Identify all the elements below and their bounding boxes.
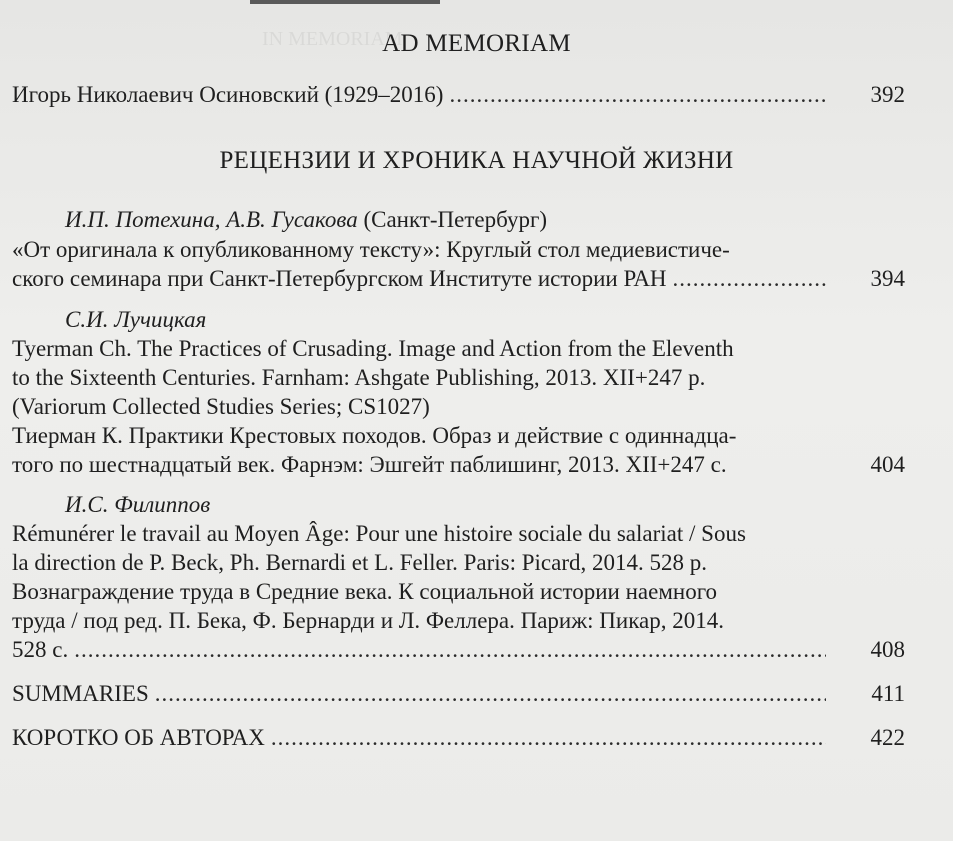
author-line	[65, 492, 210, 518]
entry-line: (Variorum Collected Studies Series; CS1027)	[12, 394, 430, 419]
entry-line: la direction de P. Beck, Ph. Bernardi et L. Feller. Paris: Picard, 2014. 528 p.	[12, 550, 707, 575]
leader-dots	[155, 681, 826, 707]
page-number: 408	[870, 637, 905, 662]
author-names: И.С. Филиппов	[65, 492, 211, 517]
author-names: И.П. Потехина, А.В. Гусакова	[65, 207, 358, 232]
show-through: IN MEMORIAM	[262, 28, 403, 50]
page-number: 392	[870, 82, 905, 107]
toc-entry-authors-info[interactable]	[12, 725, 832, 751]
entry-text: ского семинара при Санкт-Петербургском Институте истории РАН	[12, 266, 667, 291]
author-line	[65, 307, 206, 333]
entry-line: Rémunérer le travail au Moyen Âge: Pour une histoire sociale du salariat / Sous	[12, 521, 746, 546]
section-title-reviews: РЕЦЕНЗИИ И ХРОНИКА НАУЧНОЙ ЖИЗНИ	[219, 147, 734, 174]
entry-line: труда / под ред. П. Бека, Ф. Бернарди и Л. Феллера. Париж: Пикар, 2014.	[12, 608, 724, 633]
author-city: (Санкт-Петербург)	[357, 207, 548, 232]
entry-line: to the Sixteenth Centuries. Farnham: Ashgate Publishing, 2013. XII+247 p.	[12, 365, 706, 390]
leader-dots	[449, 82, 826, 108]
entry-text: SUMMARIES	[12, 681, 149, 706]
entry-text: КОРОТКО ОБ АВТОРАХ	[12, 725, 265, 750]
entry-line: того по шестнадцатый век. Фарнэм: Эшгейт паблишинг, 2013. XII+247 с.	[12, 452, 727, 477]
leader-dots	[271, 725, 826, 751]
toc-entry-osinovsky[interactable]	[12, 82, 832, 108]
entry-line: Тиерман К. Практики Крестовых походов. Образ и действие с одиннадца-	[12, 423, 737, 448]
top-rule	[250, 0, 440, 4]
page-number: 404	[870, 452, 905, 477]
page-number: 411	[871, 681, 905, 706]
entry-line: «От оригинала к опубликованному тексту»: Круглый стол медиевистиче-	[12, 237, 730, 262]
toc-entry-remunerer[interactable]	[12, 637, 832, 663]
toc-entry-round-table[interactable]	[12, 266, 832, 292]
entry-line: Tyerman Ch. The Practices of Crusading. Image and Action from the Eleventh	[12, 336, 734, 361]
leader-dots	[74, 637, 826, 663]
author-names: С.И. Лучицкая	[65, 307, 207, 332]
entry-text: 528 с.	[12, 637, 69, 662]
section-title-ad-memoriam: AD MEMORIAM	[382, 30, 571, 57]
page-number: 422	[870, 725, 905, 750]
toc-entry-summaries[interactable]	[12, 681, 832, 707]
page-number: 394	[870, 266, 905, 291]
author-line	[65, 207, 547, 233]
leader-dots	[673, 266, 826, 292]
entry-text: Игорь Николаевич Осиновский (1929–2016)	[12, 82, 444, 107]
entry-line: Вознаграждение труда в Средние века. К социальной истории наемного	[12, 579, 718, 604]
